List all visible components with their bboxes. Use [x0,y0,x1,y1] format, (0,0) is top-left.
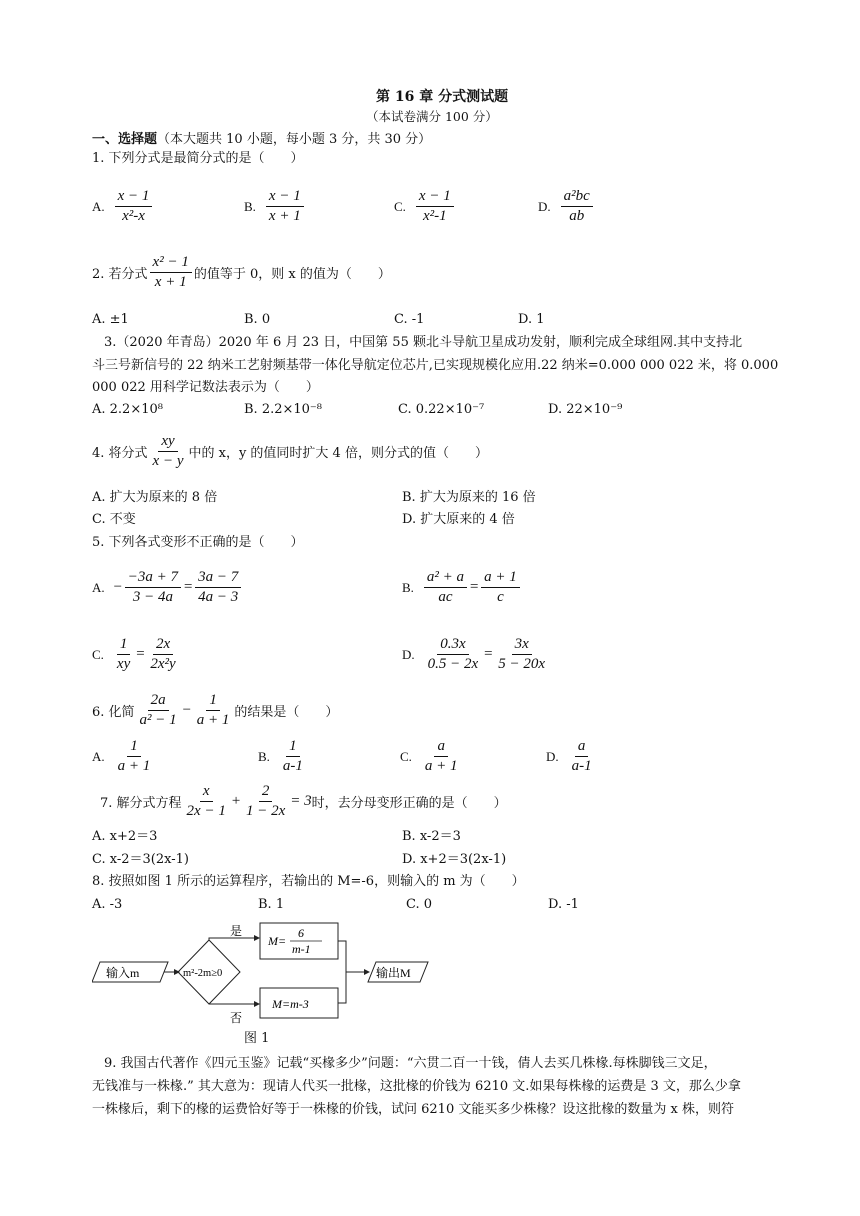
fraction: $\frac{a + 1}{c}$ [481,569,520,606]
fraction: $\frac{1}{a-1}$ [282,738,303,774]
fraction: $\frac{x - 1}{\text{x²-x}}$ [115,188,153,225]
q6-prefix: 6. 化简 [92,705,135,720]
fraction: $\frac{0.3x}{0.5 - 2x}$ [427,636,479,672]
q4-suffix: 中的 x，y 的值同时扩大 4 倍，则分式的值（ ） [188,446,488,461]
q3-line: 000 022 用科学记数法表示为（ ） [92,380,319,395]
q1-option-c[interactable] [394,188,456,225]
q8-stem: 8. 按照如图 1 所示的运算程序，若输出的 M=-6，则输入的 m 为（ ） [92,874,525,889]
yes-label: 是 [230,924,243,938]
q7-option-b[interactable]: B. x-2＝3 [402,829,461,844]
q4-option-c[interactable]: C. 不变 [92,512,136,527]
q7-prefix: 7. 解分式方程 [100,796,182,811]
bottom-box-label: M=m-3 [272,997,309,1011]
figure-caption: 图 1 [244,1031,270,1046]
q4-prefix: 4. 将分式 [92,446,148,461]
fraction: $\frac{3x}{5 - 20x}$ [498,636,546,672]
q3-option-d[interactable]: D. 22×10⁻⁹ [548,402,623,417]
condition-label: m²-2m≥0 [183,968,223,979]
q6-option-b[interactable] [258,738,308,775]
page-subtitle: （本试卷满分 100 分） [366,109,498,124]
option-label: B. [402,579,414,595]
q8-option-b[interactable]: B. 1 [258,897,285,912]
top-box-prefix: M= [268,934,287,948]
equals-three: = 3 [290,793,312,809]
q3-line: 斗三号新信号的 22 纳米工艺射频基带一体化导航定位芯片,已实现规模化应用.22 纳米=0.000 000 022 米，将 0.000 [92,358,779,373]
plus-sign: + [230,793,241,809]
option-label: C. [400,748,412,764]
fraction: $\frac{1}{a + 1}$ [196,692,230,728]
q2-option-d[interactable]: D. 1 [518,312,545,327]
q1-option-a[interactable] [92,188,154,225]
option-label: D. [546,748,559,764]
q2-prefix: 2. 若分式 [92,267,148,282]
q4-option-b[interactable]: B. 扩大为原来的 16 倍 [402,490,536,505]
minus-sign: − [112,579,123,595]
q3-option-b[interactable]: B. 2.2×10⁻⁸ [244,402,322,417]
flowchart-figure [92,922,432,1028]
equals-sign: = [135,646,146,662]
fraction: $\frac{\text{x² − 1}}{x + 1}$ [150,254,192,291]
page-title: 第 16 章 分式测试题 [376,89,509,105]
q7-option-c[interactable]: C. x-2＝3(2x-1) [92,852,189,867]
fraction: $\frac{3a - 7}{4a - 3}$ [195,569,241,606]
fraction: $\frac{\text{a² + a}}{ac}$ [424,569,467,606]
q2-suffix: 的值等于 0，则 x 的值为（ ） [193,267,391,282]
q6-suffix: 的结果是（ ） [234,705,339,720]
q2-option-b[interactable]: B. 0 [244,312,271,327]
fraction: $\frac{a}{a-1}$ [571,738,592,774]
q1-stem: 1. 下列分式是最简分式的是（ ） [92,151,304,166]
q2-option-a[interactable]: A. ±1 [92,312,129,327]
q5-stem: 5. 下列各式变形不正确的是（ ） [92,535,304,550]
fraction: $\frac{1}{xy}$ [116,636,131,672]
q9-line: 一株椽后，剩下的椽的运费恰好等于一株椽的价钱，试问 6210 文能买多少株椽？设这批椽的数量为 x 株，则符 [92,1102,734,1117]
fraction: $\frac{x - 1}{\text{x²-1}}$ [416,188,454,225]
q8-option-a[interactable]: A. -3 [92,897,123,912]
input-label: 输入m [106,966,140,980]
q9-line: 无钱准与一株椽.” 其大意为：现请人代买一批椽，这批椽的价钱为 6210 文.如果每株椽的运费是 3 文，那么少拿 [92,1079,741,1094]
fraction: $\frac{xy}{x - y}$ [152,433,184,469]
q1-option-b[interactable] [244,188,306,225]
fraction: $\frac{2a}{\text{a² − 1}}$ [139,692,177,728]
q3-option-c[interactable]: C. 0.22×10⁻⁷ [398,402,485,417]
q1-option-d[interactable] [538,188,595,225]
equals-sign: = [483,646,494,662]
q2-option-c[interactable]: C. -1 [394,312,425,327]
fraction: $\frac{x - 1}{x + 1}$ [266,188,304,225]
top-box-den: m-1 [292,942,311,956]
q2-stem [92,254,391,291]
fraction: $\frac{2}{1 - 2x}$ [245,783,286,819]
option-label: B. [244,198,256,214]
q4-option-d[interactable]: D. 扩大原来的 4 倍 [402,512,515,527]
q7-option-a[interactable]: A. x+2＝3 [92,829,158,844]
no-label: 否 [230,1011,243,1025]
equals-sign: = [469,579,480,595]
q6-stem [92,692,338,729]
q6-option-a[interactable] [92,738,155,775]
q6-option-d[interactable] [546,738,597,775]
fraction: $\frac{1}{a + 1}$ [117,738,151,774]
top-box-num: 6 [298,926,304,940]
option-label: A. [92,198,105,214]
fraction: $\frac{\text{a²bc}}{ab}$ [561,188,593,225]
option-label: D. [402,646,415,662]
fraction: $\frac{2x}{\text{2x²y}}$ [150,636,176,672]
q8-option-c[interactable]: C. 0 [406,897,433,912]
q3-line: 3.（2020 年青岛）2020 年 6 月 23 日，中国第 55 颗北斗导航卫星成功发射，顺利完成全球组网.其中支持北 [104,335,743,350]
q4-option-a[interactable]: A. 扩大为原来的 8 倍 [92,490,218,505]
fraction: $\frac{-3a + 7}{3 - 4a}$ [125,569,181,606]
q8-option-d[interactable]: D. -1 [548,897,579,912]
q3-option-a[interactable]: A. 2.2×10⁸ [92,402,163,417]
option-label: C. [92,646,104,662]
option-label: C. [394,198,406,214]
option-label: D. [538,198,551,214]
fraction: $\frac{x}{2x - 1}$ [186,783,226,819]
equals-sign: = [183,579,194,595]
q7-suffix: 时，去分母变形正确的是（ ） [311,796,507,811]
q5-option-c[interactable] [92,636,181,673]
q4-stem [92,433,488,470]
q7-stem [100,783,507,820]
q5-option-a[interactable] [92,569,243,606]
option-label: A. [92,579,105,595]
section-title: 一、选择题 [92,132,158,147]
option-label: B. [258,748,270,764]
fraction: $\frac{a}{a + 1}$ [424,738,458,774]
output-label: 输出M [376,966,411,980]
option-label: A. [92,748,105,764]
q6-option-c[interactable] [400,738,463,775]
q5-option-b[interactable] [402,569,522,606]
q7-option-d[interactable]: D. x+2＝3(2x-1) [402,852,507,867]
q9-line: 9. 我国古代著作《四元玉鉴》记载“买椽多少”问题：“六贯二百一十钱，倩人去买几株椽.每株脚钱三文足， [104,1056,717,1071]
section-heading [92,132,431,148]
section-note: （本大题共 10 小题，每小题 3 分，共 30 分） [157,132,432,147]
q5-option-d[interactable] [402,636,550,673]
minus-sign: − [181,702,192,718]
